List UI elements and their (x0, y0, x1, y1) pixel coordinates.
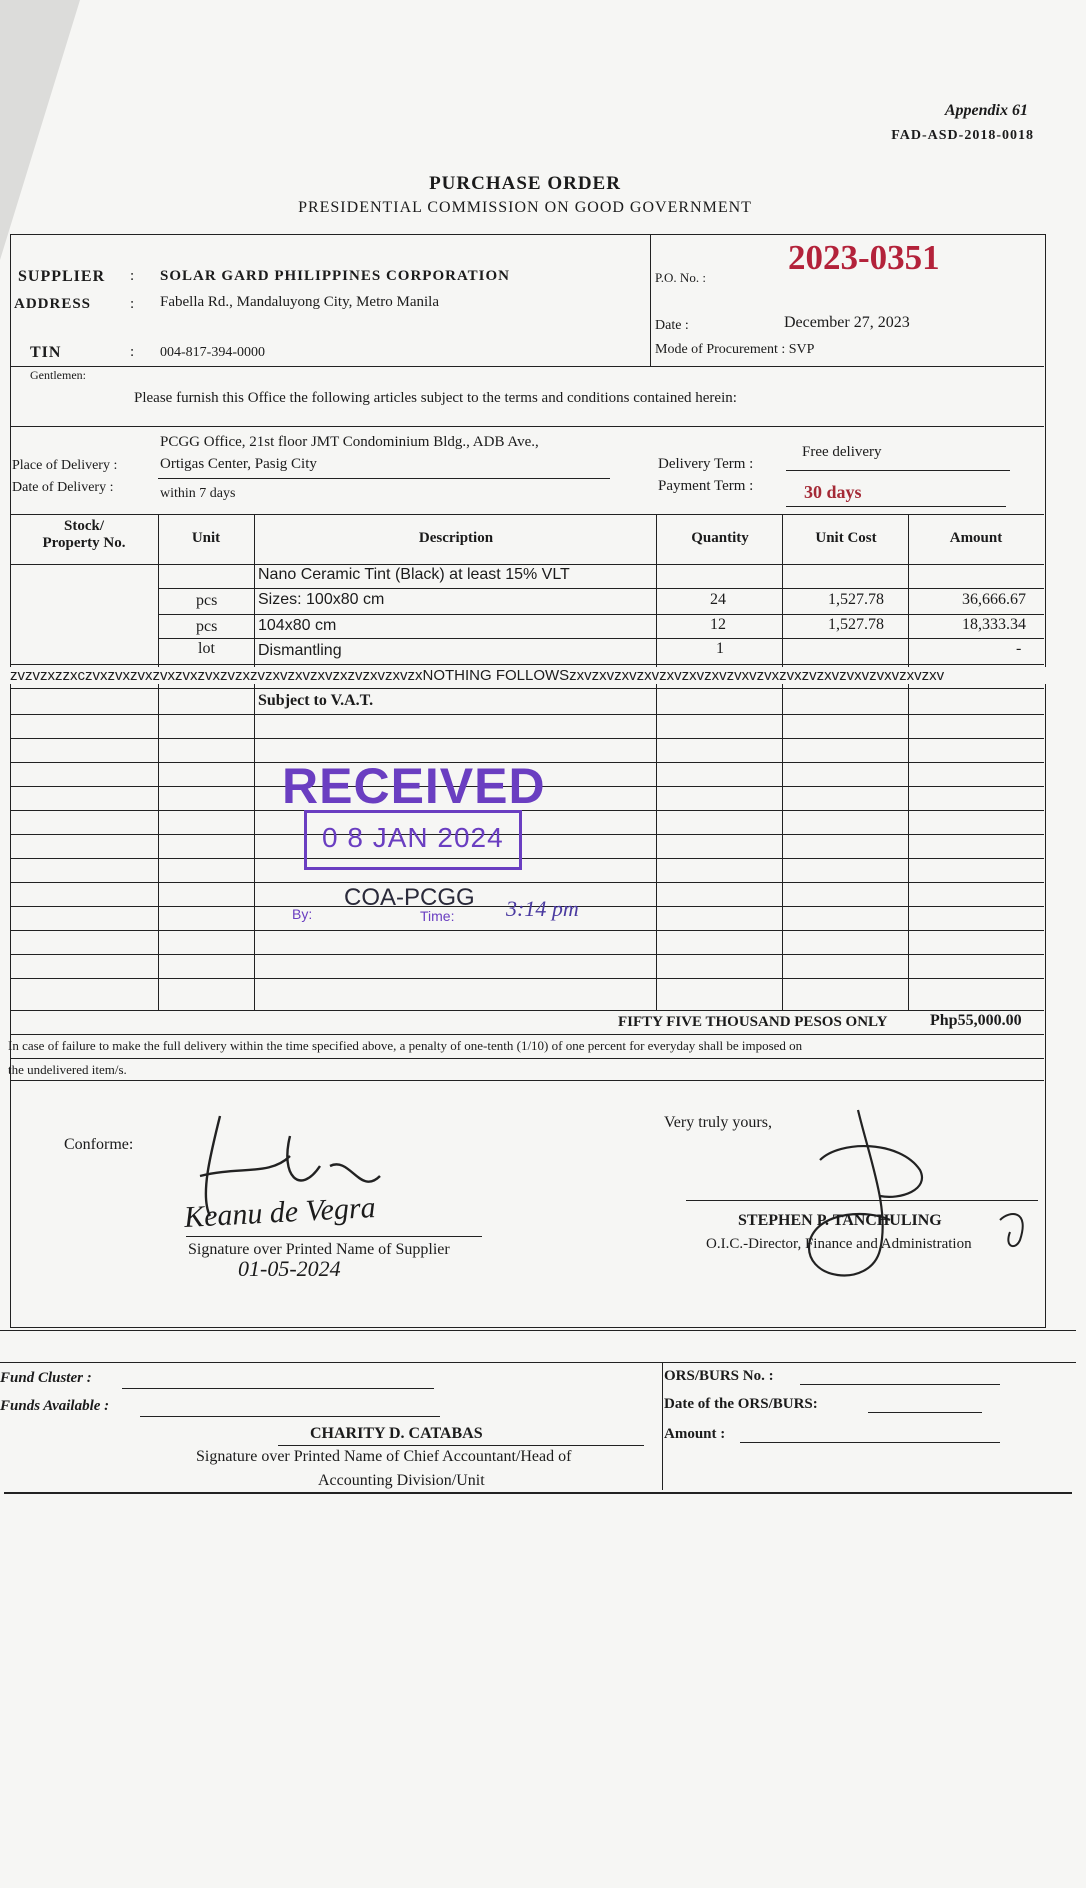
total-amount: Php55,000.00 (930, 1012, 1022, 1029)
po-date: December 27, 2023 (784, 314, 910, 331)
item-description: Nano Ceramic Tint (Black) at least 15% VLT (258, 566, 570, 583)
date-of-delivery: within 7 days (160, 486, 236, 501)
item-description: 104x80 cm (258, 617, 337, 634)
closing-text: Very truly yours, (664, 1114, 772, 1131)
accountant-caption-line1: Signature over Printed Name of Chief Accountant/Head of (196, 1448, 572, 1465)
nothing-follows-line: zvzvzxzzxczvxzvxzvxzvxzvxzvxzvzxzvzxvzxvzxvzxzvzxvzxvzxNOTHING FOLLOWSzxvzxvzxvzxvzxvzxvzxvzvxvzvxzvxzvzxvzvxvzvxvzxvzxv (10, 667, 1050, 684)
header-unit-cost: Unit Cost (815, 530, 877, 546)
item-quantity: 12 (710, 616, 726, 633)
conforme-label: Conforme: (64, 1136, 134, 1153)
penalty-clause-line1: In case of failure to make the full delivery within the time specified above, a penalty of one-tenth (1/10) of one percent for everyday shall be imposed on (8, 1038, 803, 1053)
delivery-term-label: Delivery Term : (658, 456, 754, 472)
delivery-term: Free delivery (802, 444, 882, 460)
item-unit-cost: 1,527.78 (828, 616, 884, 633)
instruction-text: Please furnish this Office the following articles subject to the terms and conditions contained herein: (134, 390, 737, 406)
salutation: Gentlemen: (30, 368, 86, 382)
header-quantity: Quantity (691, 530, 749, 546)
header-unit: Unit (191, 530, 221, 546)
item-unit: lot (198, 640, 215, 657)
accountant-name: CHARITY D. CATABAS (310, 1425, 483, 1442)
payment-term: 30 days (804, 482, 862, 502)
form-code: FAD-ASD-2018-0018 (891, 128, 1034, 143)
header-stock-no: Stock/ Property No. (42, 518, 126, 551)
po-date-label: Date : (655, 318, 689, 333)
supplier-address: Fabella Rd., Mandaluyong City, Metro Manila (160, 294, 439, 310)
date-of-delivery-label: Date of Delivery : (12, 480, 114, 495)
place-of-delivery-line1: PCGG Office, 21st floor JMT Condominium Bldg., ADB Ave., (160, 434, 539, 450)
po-number: 2023-0351 (788, 238, 940, 277)
tin-label: TIN (30, 344, 62, 361)
penalty-clause-line2: the undelivered item/s. (8, 1062, 127, 1077)
official-name: STEPHEN P. TANCHULING (738, 1212, 942, 1229)
agency-name: PRESIDENTIAL COMMISSION ON GOOD GOVERNMENT (298, 199, 752, 216)
tin-value: 004-817-394-0000 (160, 345, 265, 360)
mode-of-procurement: Mode of Procurement : SVP (655, 342, 815, 357)
stamp-by-label: By: (292, 906, 313, 922)
supplier-printed-name: Keanu de Vegra (183, 1191, 377, 1234)
item-quantity: 1 (716, 640, 724, 657)
document-title: PURCHASE ORDER (429, 173, 621, 194)
document-page: Appendix 61 FAD-ASD-2018-0018 PURCHASE ORDER PRESIDENTIAL COMMISSION ON GOOD GOVERNMENT SUPPLIER : SOLAR GARD PHILIPPINES CORPORATION ADDRESS : Fabella Rd., Mandaluyong City, Metro Manila TIN : 004-817-394-0000 P.O. No. : 2023-0351 Date : December 27, 2023 Mode of Procurement : SVP Gentlemen: Please furnish this Office the following articles subject to the terms and conditions contained herein: PCGG Office, 21st floor JMT Condominium Bldg., ADB Ave., Place of Delivery : Ortigas Center, Pasig City Date of Delivery : within 7 days Delivery Term : Free delivery Payment Term : 30 days Stock/ Property No. Unit Description Quantity Unit Cost Amount Nano Ceramic Tint (Black) at least 15% VLT pcs Sizes: 100x80 cm 24 1,527.78 36,666.67 pcs 104x80 cm 12 1,527.78 18,333.34 lot Dismantling 1 - zvzvzxzzxczvxzvxzvxzvxzvxzvxzvzxzvzxvzxvzxvzxzvzxvzxvzxNOTHING FOLLOWSzxvzxvzxvzxvzxvzxvzxvzvxvzvxzvxzvzxvzvxvzvxvzxvzxv Subject to V.A.T. RECEIVED 0 8 JAN 2024 By: COA-PCGG Time: 3:14 pm FIFTY FIVE THOUSAND PESOS ONLY Php55,000.00 In case of failure to make the full delivery within the time specified above, a penalty of one-tenth (1/10) of one percent for everyday shall be imposed on the undelivered item/s. Conforme: Keanu de Vegra Signature over Printed Name of Supplier 01-05-2024 Very truly yours, STEPHEN P. TANCHULING O.I.C.-Director, Finance and Administration Fund Cluster : Funds Available : CHARITY D. CATABAS Signature over Printed Name of Chief Accountant/Head of Accounting Division/Unit ORS/BURS No. : Date of the ORS/BURS: Amount : (0, 0, 1086, 1888)
ors-burs-no-label: ORS/BURS No. : (664, 1368, 774, 1384)
ors-burs-date-label: Date of the ORS/BURS: (664, 1396, 818, 1412)
item-unit: pcs (196, 618, 218, 635)
place-of-delivery-label: Place of Delivery : (12, 458, 118, 473)
stamp-date: 0 8 JAN 2024 (322, 822, 504, 853)
po-number-label: P.O. No. : (655, 270, 706, 285)
header-description: Description (418, 530, 494, 546)
ors-amount-label: Amount : (664, 1426, 726, 1442)
item-amount: 18,333.34 (962, 616, 1026, 633)
supplier-caption: Signature over Printed Name of Supplier (188, 1241, 450, 1258)
stamp-time-value: 3:14 pm (506, 896, 579, 921)
total-in-words: FIFTY FIVE THOUSAND PESOS ONLY (618, 1014, 888, 1030)
payment-term-label: Payment Term : (658, 478, 754, 494)
stamp-time-label: Time: (420, 908, 455, 924)
supplier-label: SUPPLIER (18, 268, 106, 285)
item-amount: 36,666.67 (962, 591, 1026, 608)
item-amount: - (1016, 640, 1022, 657)
item-unit: pcs (196, 592, 218, 609)
appendix-label: Appendix 61 (944, 102, 1028, 119)
accountant-caption-line2: Accounting Division/Unit (318, 1472, 485, 1489)
place-of-delivery-line2: Ortigas Center, Pasig City (160, 456, 317, 472)
item-unit-cost: 1,527.78 (828, 591, 884, 608)
funds-available-label: Funds Available : (0, 1398, 110, 1414)
address-label: ADDRESS (14, 296, 92, 312)
item-description: Dismantling (258, 642, 342, 659)
supplier-name: SOLAR GARD PHILIPPINES CORPORATION (160, 268, 511, 284)
supplier-sign-date: 01-05-2024 (238, 1256, 341, 1281)
item-quantity: 24 (710, 591, 726, 608)
stamp-office: COA-PCGG (344, 884, 475, 911)
fund-cluster-label: Fund Cluster : (0, 1370, 92, 1386)
header-amount: Amount (949, 530, 1003, 546)
vat-note: Subject to V.A.T. (258, 692, 374, 709)
item-description: Sizes: 100x80 cm (258, 591, 385, 608)
received-stamp (282, 760, 558, 872)
stamp-title: RECEIVED (282, 758, 546, 814)
official-title: O.I.C.-Director, Finance and Administration (706, 1236, 972, 1252)
folded-corner (0, 0, 80, 260)
